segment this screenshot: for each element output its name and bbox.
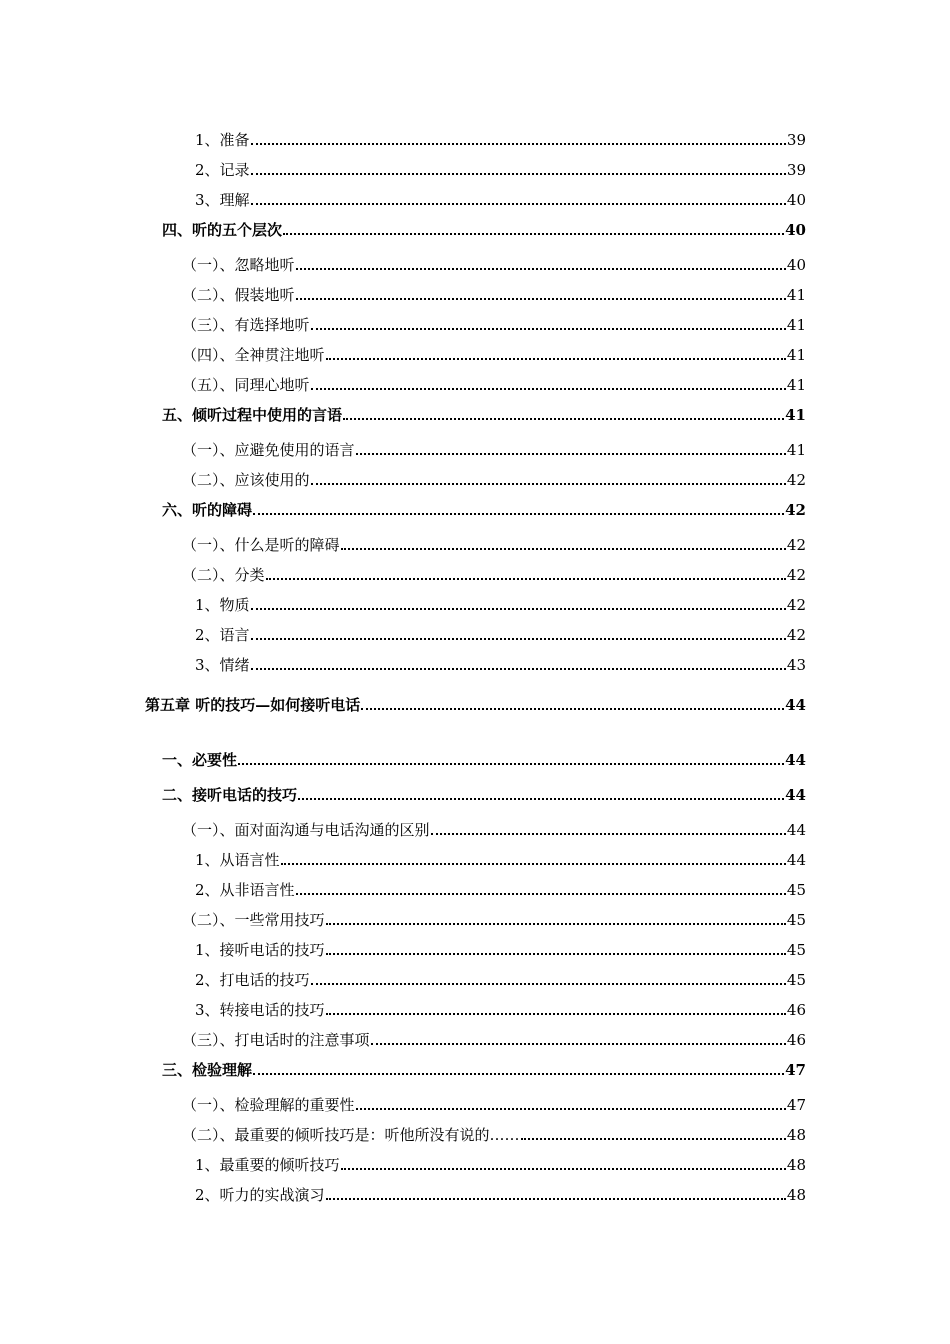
toc-page-number: 48 bbox=[786, 1186, 806, 1204]
toc-entry-chapter[interactable] bbox=[145, 692, 806, 714]
toc-entry-sub[interactable] bbox=[182, 467, 806, 489]
toc-entry-item[interactable] bbox=[195, 187, 806, 209]
toc-page-number: 41 bbox=[786, 441, 806, 459]
toc-entry-item[interactable] bbox=[195, 157, 806, 179]
toc-page-number: 47 bbox=[786, 1096, 806, 1114]
toc-page-number: 45 bbox=[786, 971, 806, 989]
toc-page-number: 45 bbox=[786, 911, 806, 929]
dot-leader bbox=[251, 668, 786, 670]
toc-entry-sub[interactable] bbox=[182, 252, 806, 274]
toc-page-number: 41 bbox=[786, 286, 806, 304]
toc-entry-item[interactable] bbox=[195, 997, 806, 1019]
toc-entry-title: 1、物质 bbox=[195, 596, 250, 614]
dot-leader bbox=[311, 388, 786, 390]
toc-entry-sub[interactable] bbox=[182, 1122, 806, 1144]
toc-entry-title: 一、必要性 bbox=[162, 751, 238, 769]
toc-entry-title: 五、倾听过程中使用的言语 bbox=[162, 406, 343, 424]
toc-page-number: 45 bbox=[786, 881, 806, 899]
toc-page-number: 43 bbox=[786, 656, 806, 674]
toc-entry-title: 三、检验理解 bbox=[162, 1061, 253, 1079]
toc-entry-title: （二）、最重要的倾听技巧是：听他所没有说的…… bbox=[182, 1126, 520, 1144]
toc-entry-sub[interactable] bbox=[182, 372, 806, 394]
dot-leader bbox=[341, 548, 786, 550]
toc-entry-item[interactable] bbox=[195, 877, 806, 899]
toc-page-number: 42 bbox=[786, 536, 806, 554]
dot-leader bbox=[311, 983, 786, 985]
toc-page-number: 42 bbox=[785, 501, 806, 519]
toc-entry-title: （一）、忽略地听 bbox=[182, 256, 295, 274]
dot-leader bbox=[281, 863, 786, 865]
dot-leader bbox=[371, 1043, 786, 1045]
toc-entry-title: 六、听的障碍 bbox=[162, 501, 253, 519]
dot-leader bbox=[326, 358, 786, 360]
dot-leader bbox=[341, 1168, 786, 1170]
toc-entry-item[interactable] bbox=[195, 652, 806, 674]
toc-entry-title: 3、转接电话的技巧 bbox=[195, 1001, 325, 1019]
toc-page-number: 45 bbox=[786, 941, 806, 959]
toc-entry-title: （二）、应该使用的 bbox=[182, 471, 310, 489]
toc-entry-title: 1、接听电话的技巧 bbox=[195, 941, 325, 959]
toc-entry-item[interactable] bbox=[195, 847, 806, 869]
dot-leader bbox=[326, 1013, 786, 1015]
dot-leader bbox=[296, 268, 786, 270]
dot-leader bbox=[521, 1138, 786, 1140]
toc-entry-title: 四、听的五个层次 bbox=[162, 221, 283, 239]
dot-leader bbox=[356, 1108, 786, 1110]
dot-leader bbox=[251, 203, 786, 205]
dot-leader bbox=[296, 298, 786, 300]
toc-entry-title: 1、准备 bbox=[195, 131, 250, 149]
toc-page-number: 44 bbox=[785, 696, 806, 714]
toc-entry-sub[interactable] bbox=[182, 342, 806, 364]
toc-entry-sub[interactable] bbox=[182, 1027, 806, 1049]
toc-entry-sub[interactable] bbox=[182, 562, 806, 584]
toc-entry-title: 2、语言 bbox=[195, 626, 250, 644]
toc-entry-sub[interactable] bbox=[182, 312, 806, 334]
toc-page-number: 39 bbox=[786, 131, 806, 149]
dot-leader bbox=[253, 513, 784, 515]
toc-page-number: 44 bbox=[785, 786, 806, 804]
dot-leader bbox=[356, 453, 786, 455]
toc-entry-item[interactable] bbox=[195, 1152, 806, 1174]
toc-page-number: 46 bbox=[786, 1001, 806, 1019]
toc-entry-sub[interactable] bbox=[182, 532, 806, 554]
toc-page-number: 41 bbox=[786, 316, 806, 334]
toc-entry-item[interactable] bbox=[195, 1182, 806, 1204]
dot-leader bbox=[238, 763, 784, 765]
toc-page-number: 44 bbox=[786, 851, 806, 869]
toc-entry-section[interactable] bbox=[162, 497, 806, 519]
dot-leader bbox=[343, 418, 784, 420]
toc-entry-title: 3、理解 bbox=[195, 191, 250, 209]
toc-entry-section[interactable] bbox=[162, 402, 806, 424]
toc-entry-item[interactable] bbox=[195, 127, 806, 149]
toc-page-number: 47 bbox=[785, 1061, 806, 1079]
dot-leader bbox=[251, 173, 786, 175]
toc-entry-title: （四）、全神贯注地听 bbox=[182, 346, 325, 364]
toc-page-number: 48 bbox=[786, 1126, 806, 1144]
toc-page-number: 42 bbox=[786, 626, 806, 644]
dot-leader bbox=[283, 233, 784, 235]
toc-entry-item[interactable] bbox=[195, 622, 806, 644]
toc-entry-title: （三）、有选择地听 bbox=[182, 316, 310, 334]
toc-page-number: 41 bbox=[786, 376, 806, 394]
dot-leader bbox=[251, 638, 786, 640]
dot-leader bbox=[326, 953, 786, 955]
toc-entry-title: （二）、一些常用技巧 bbox=[182, 911, 325, 929]
toc-entry-sub[interactable] bbox=[182, 817, 806, 839]
toc-page-number: 48 bbox=[786, 1156, 806, 1174]
dot-leader bbox=[431, 833, 786, 835]
dot-leader bbox=[326, 1198, 786, 1200]
toc-entry-title: （一）、什么是听的障碍 bbox=[182, 536, 340, 554]
toc-page-number: 46 bbox=[786, 1031, 806, 1049]
toc-page-number: 41 bbox=[785, 406, 806, 424]
toc-entry-section[interactable] bbox=[162, 782, 806, 804]
toc-entry-title: 第五章 听的技巧—如何接听电话 bbox=[145, 696, 361, 714]
toc-entry-title: 2、从非语言性 bbox=[195, 881, 295, 899]
toc-entry-title: （一）、面对面沟通与电话沟通的区别 bbox=[182, 821, 430, 839]
toc-entry-title: （二）、分类 bbox=[182, 566, 265, 584]
dot-leader bbox=[311, 483, 786, 485]
dot-leader bbox=[251, 608, 786, 610]
toc-entry-item[interactable] bbox=[195, 967, 806, 989]
dot-leader bbox=[253, 1073, 784, 1075]
toc-entry-title: （二）、假装地听 bbox=[182, 286, 295, 304]
toc-page-number: 44 bbox=[786, 821, 806, 839]
dot-leader bbox=[251, 143, 786, 145]
toc-page-number: 42 bbox=[786, 566, 806, 584]
toc-entry-sub[interactable] bbox=[182, 282, 806, 304]
toc-entry-section[interactable] bbox=[162, 1057, 806, 1079]
toc-entry-sub[interactable] bbox=[182, 1092, 806, 1114]
toc-entry-section[interactable] bbox=[162, 747, 806, 769]
toc-entry-item[interactable] bbox=[195, 592, 806, 614]
toc-entry-item[interactable] bbox=[195, 937, 806, 959]
toc-entry-sub[interactable] bbox=[182, 907, 806, 929]
toc-entry-title: （一）、应避免使用的语言 bbox=[182, 441, 355, 459]
toc-entry-title: （三）、打电话时的注意事项 bbox=[182, 1031, 370, 1049]
toc-entry-title: 2、打电话的技巧 bbox=[195, 971, 310, 989]
toc-page-number: 39 bbox=[786, 161, 806, 179]
toc-entry-title: 1、最重要的倾听技巧 bbox=[195, 1156, 340, 1174]
dot-leader bbox=[361, 708, 784, 710]
toc-page-number: 42 bbox=[786, 596, 806, 614]
dot-leader bbox=[326, 923, 786, 925]
toc-entry-title: 2、听力的实战演习 bbox=[195, 1186, 325, 1204]
toc-page-number: 41 bbox=[786, 346, 806, 364]
toc-entry-title: 二、接听电话的技巧 bbox=[162, 786, 298, 804]
toc-entry-title: 1、从语言性 bbox=[195, 851, 280, 869]
toc-entry-title: （一）、检验理解的重要性 bbox=[182, 1096, 355, 1114]
dot-leader bbox=[311, 328, 786, 330]
toc-entry-title: 2、记录 bbox=[195, 161, 250, 179]
dot-leader bbox=[296, 893, 786, 895]
toc-page-number: 40 bbox=[786, 256, 806, 274]
toc-page-number: 40 bbox=[786, 191, 806, 209]
toc-entry-title: （五）、同理心地听 bbox=[182, 376, 310, 394]
dot-leader bbox=[266, 578, 786, 580]
toc-page-number: 44 bbox=[785, 751, 806, 769]
toc-entry-section[interactable] bbox=[162, 217, 806, 239]
toc-page-number: 40 bbox=[785, 221, 806, 239]
toc-entry-title: 3、情绪 bbox=[195, 656, 250, 674]
dot-leader bbox=[298, 798, 784, 800]
toc-page-number: 42 bbox=[786, 471, 806, 489]
toc-entry-sub[interactable] bbox=[182, 437, 806, 459]
